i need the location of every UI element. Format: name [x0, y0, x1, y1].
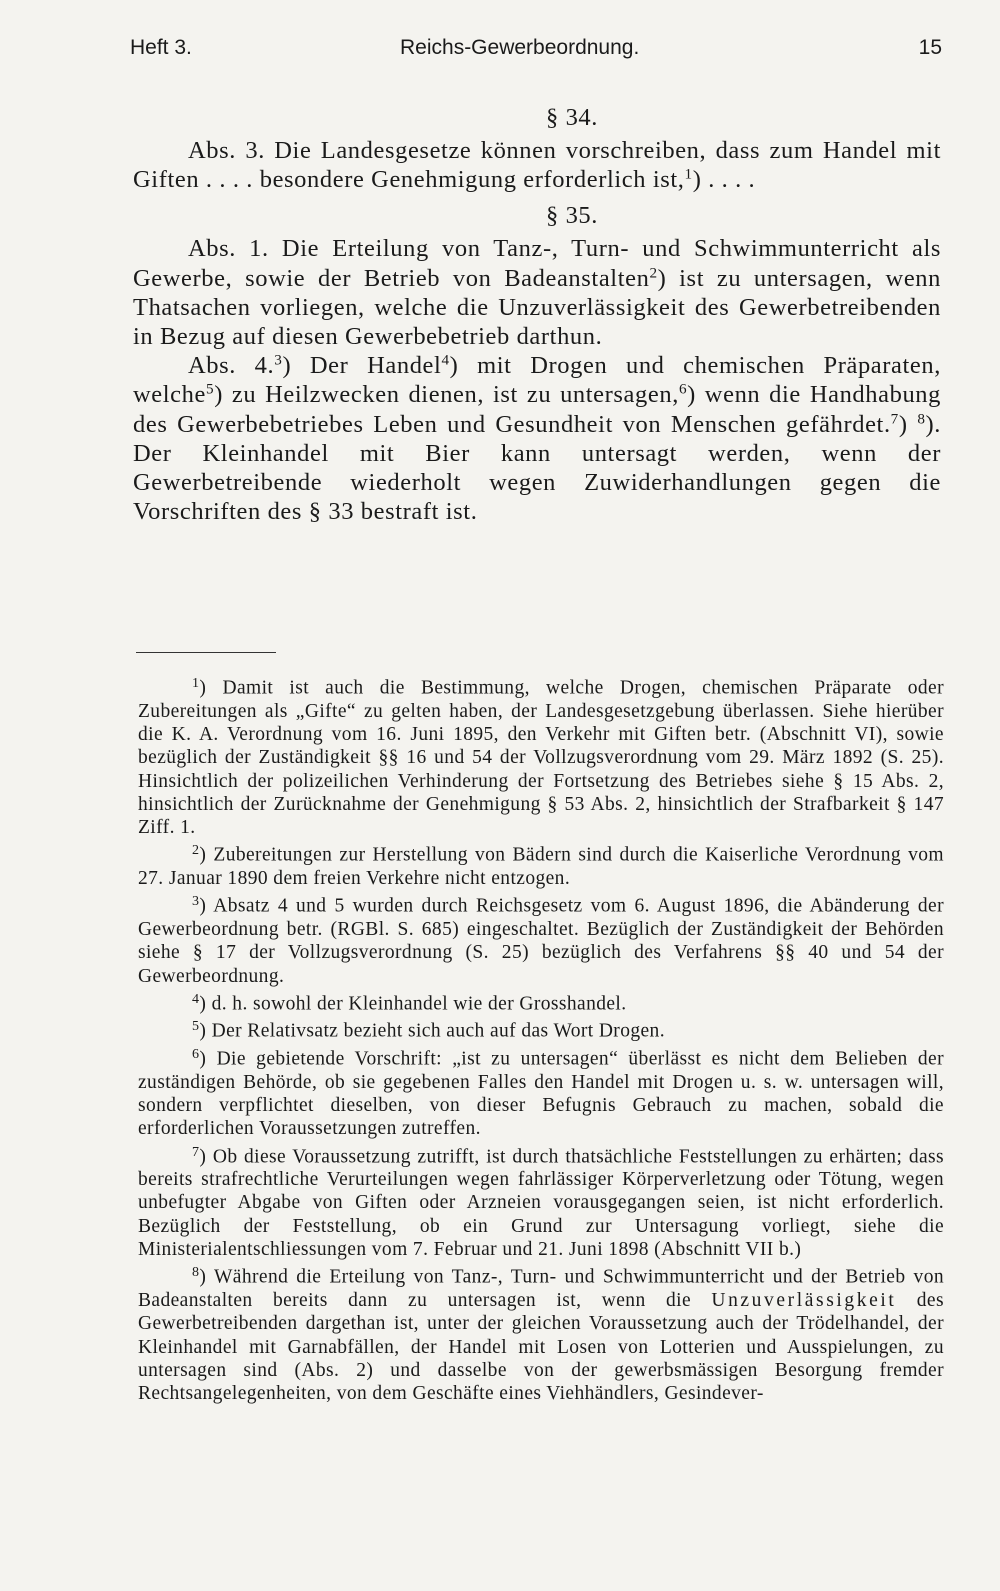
- running-head-title: Reichs-Gewerbeordnung.: [400, 36, 640, 59]
- emphasized-term: Unzuverlässigkeit: [711, 1289, 897, 1311]
- page-number: 15: [918, 36, 942, 59]
- footnote-2: $^2$) Zubereitungen zur Herstellung von Bädern sind durch die Kaiserliche Verordnung vom 27. Januar 1890 dem freien Verkehre nicht entzogen.: [138, 842, 944, 889]
- footnote-ref-4[interactable]: 4: [441, 351, 450, 369]
- footnote-ref-1[interactable]: 1: [684, 165, 693, 183]
- paragraph-34-abs3: Abs. 3. Die Landesgesetze können vorschreiben, dass zum Handel mit Giften . . . . besondere Genehmigung erforderlich ist,$^1$) . . . .: [133, 137, 941, 194]
- footnote-7: $^7$) Ob diese Voraussetzung zutrifft, ist durch thatsächliche Feststellungen zu erhärten; dass bereits strafrechtliche Verurteilungen wegen fahrlässiger Körperverletzung oder Tötung, wegen unbefugter Abgabe von Giften oder Arzneien vorausgegangen seien, ist nicht erforderlich. Bezüglich der Feststellung, ob ein Grund zur Untersagung vorliegt, siehe die Ministerialentschliessungen vom 7. Februar und 21. Juni 1898 (Abschnitt VII b.): [138, 1143, 944, 1261]
- footnote-4: $^4$) d. h. sowohl der Kleinhandel wie der Grosshandel.: [192, 990, 627, 1015]
- footnote-ref-6[interactable]: 6: [678, 381, 688, 399]
- footnotes: [138, 672, 944, 1405]
- paragraph-35-abs4: Abs. 4.$^3$) Der Handel$^4$) mit Drogen und chemischen Präparaten, welche$^5$) zu Heilzwecken dienen, ist zu untersagen,$^6$) wenn die Handhabung des Gewerbebetriebes Leben und Gesundheit von Menschen gefährdet.$^7$) $^8$). Der Kleinhandel mit Bier kann untersagt werden, wenn der Gewerbetreibende wiederholt wegen Zuwiderhandlungen gegen die Vorschriften des § 33 bestraft ist.: [133, 351, 942, 526]
- statute-text: [133, 100, 941, 526]
- paragraph-35-abs1: Abs. 1. Die Erteilung von Tanz-, Turn- und Schwimmunterricht als Gewerbe, sowie der Betrieb von Badeanstalten$^2$) ist zu untersagen, wenn Thatsachen vorliegen, welche die Unzuverlässigkeit des Gewerbetreibenden in Bezug auf diesen Gewerbebetrieb darthun.: [133, 235, 941, 351]
- running-head: [130, 36, 942, 70]
- footnote-1: $^1$) Damit ist auch die Bestimmung, welche Drogen, chemischen Präparate oder Zubereitungen als „Gifte“ zu gelten haben, der Landesgesetzgebung überlassen. Siehe hierüber die K. A. Verordnung vom 16. Juni 1895, den Verkehr mit Giften betr. (Abschnitt VI), sowie bezüglich der Zuständigkeit §§ 16 und 54 der Vollzugsverordnung vom 29. März 1892 (S. 25). Hinsichtlich der polizeilichen Verhinderung der Fortsetzung des Betriebes siehe § 15 Abs. 2, hinsichtlich der Zurücknahme der Genehmigung § 53 Abs. 2, hinsichtlich der Strafbarkeit § 147 Ziff. 1.: [138, 675, 944, 839]
- footnote-divider: [136, 652, 276, 653]
- running-head-left: Heft 3.: [130, 36, 192, 59]
- footnote-3: $^3$) Absatz 4 und 5 wurden durch Reichsgesetz vom 6. August 1896, die Abänderung der Gewerbeordnung betr. (RGBl. S. 685) eingeschaltet. Bezüglich der Zuständigkeit der Behörden siehe § 17 der Vollzugsverordnung (S. 25) bezüglich des Verfahrens §§ 40 und 54 der Gewerbeordnung.: [138, 893, 944, 987]
- footnote-5: $^5$) Der Relativsatz bezieht sich auch auf das Wort Drogen.: [192, 1018, 665, 1042]
- footnote-ref-3[interactable]: 3: [274, 351, 283, 369]
- section-heading-34: § 34.: [546, 104, 598, 131]
- footnote-ref-8[interactable]: 8: [917, 410, 926, 428]
- footnote-8: $^8$) Während die Erteilung von Tanz-, Turn- und Schwimmunterricht und der Betrieb von Badeanstalten bereits dann zu untersagen ist, wenn die Unzuverlässigkeit des Gewerbetreibenden dargethan ist, unter der gleichen Voraussetzung auch der Trödelhandel, der Kleinhandel mit Garnabfällen, der Handel mit Losen von Lotterien und Ausspielungen, zu untersagen sind (Abs. 2) und dasselbe von der gewerbsmässigen Besorgung fremder Rechtsangelegenheiten, von dem Geschäfte eines Viehhändlers, Gesindever-: [138, 1264, 944, 1405]
- footnote-ref-2[interactable]: 2: [649, 264, 658, 282]
- footnote-6: $^6$) Die gebietende Vorschrift: „ist zu untersagen“ überlässt es nicht dem Belieben der zuständigen Behörde, ob sie gegebenen Falles den Handel mit Drogen u. s. w. untersagen will, sondern verpflichtet dieselben, von dieser Befugnis Gebrauch zu machen, sobald die erforderlichen Voraussetzungen zutreffen.: [138, 1046, 944, 1140]
- footnote-ref-7[interactable]: 7: [890, 410, 899, 428]
- footnote-ref-5[interactable]: 5: [205, 381, 215, 399]
- section-heading-35: § 35.: [546, 202, 598, 230]
